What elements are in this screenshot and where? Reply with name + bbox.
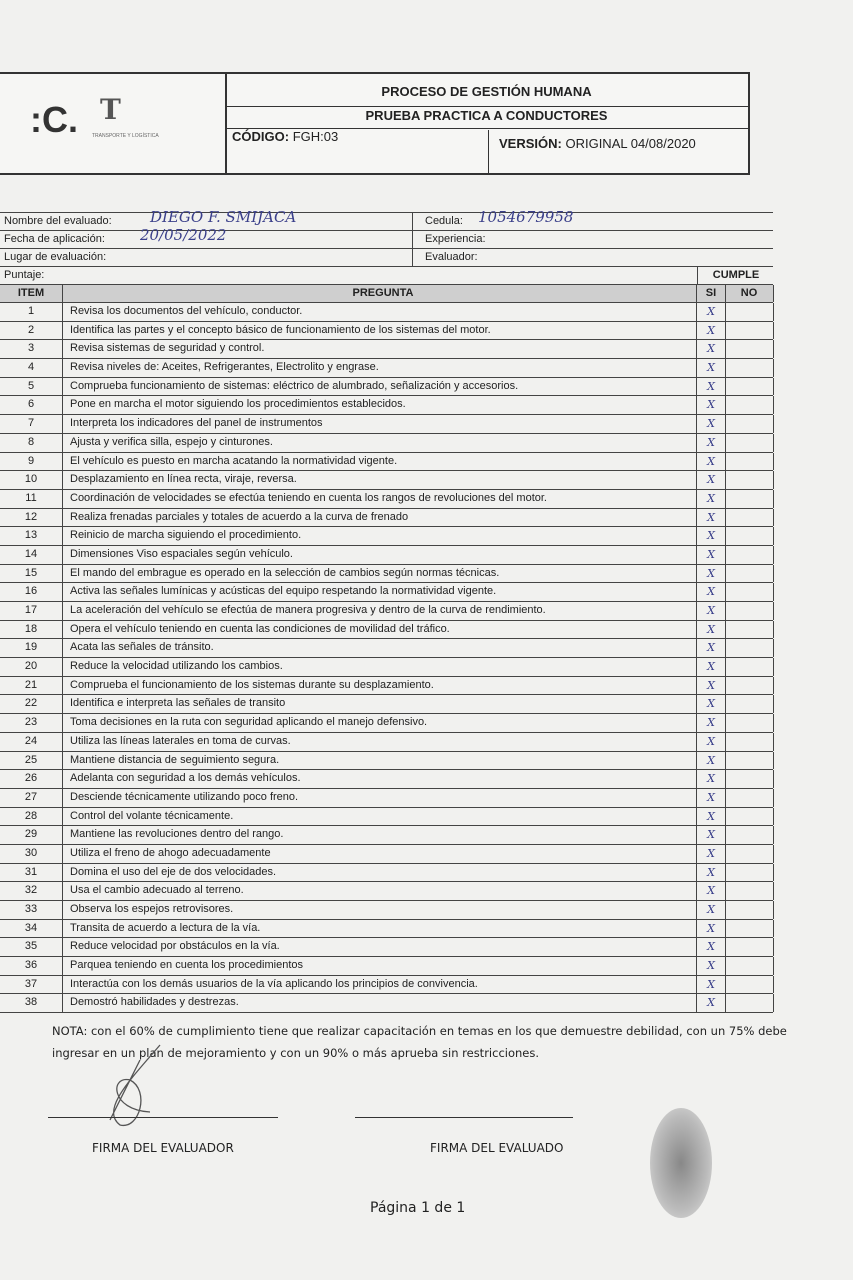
question-text: Mantiene las revoluciones dentro del rango.	[62, 826, 697, 844]
si-mark[interactable]: X	[697, 396, 726, 414]
cedula-label: Cedula:	[412, 213, 463, 230]
table-row	[0, 621, 773, 640]
item-number: 2	[0, 322, 63, 340]
si-mark[interactable]: X	[697, 565, 726, 583]
note-text: NOTA: con el 60% de cumplimiento tiene que realizar capacitación en temas en los que demuestre debilidad, con un 75% debe ingresar en un plan de mejoramiento y con un 90% o más aprueba sin restricciones.	[52, 1024, 787, 1060]
table-row	[0, 583, 773, 602]
no-mark[interactable]	[725, 340, 774, 358]
table-row	[0, 565, 773, 584]
question-text: Opera el vehículo teniendo en cuenta las condiciones de movilidad del tráfico.	[62, 621, 697, 639]
table-row	[0, 920, 773, 939]
no-mark[interactable]	[725, 882, 774, 900]
no-mark[interactable]	[725, 808, 774, 826]
item-number: 7	[0, 415, 63, 433]
document-title: PRUEBA PRACTICA A CONDUCTORES	[225, 108, 748, 129]
no-mark[interactable]	[725, 359, 774, 377]
table-row	[0, 752, 773, 771]
item-number: 38	[0, 994, 63, 1012]
no-mark[interactable]	[725, 714, 774, 732]
question-text: Pone en marcha el motor siguiendo los procedimientos establecidos.	[62, 396, 697, 414]
si-mark[interactable]: X	[697, 583, 726, 601]
si-mark[interactable]: X	[697, 920, 726, 938]
table-row	[0, 677, 773, 696]
table-row	[0, 359, 773, 378]
no-mark[interactable]	[725, 695, 774, 713]
si-mark[interactable]: X	[697, 826, 726, 844]
table-row	[0, 527, 773, 546]
si-mark[interactable]: X	[697, 864, 726, 882]
question-text: El vehículo es puesto en marcha acatando la normatividad vigente.	[62, 453, 697, 471]
item-header: ITEM	[0, 285, 63, 302]
question-text: Dimensiones Viso espaciales según vehículo.	[62, 546, 697, 564]
code-value: FGH:03	[292, 129, 339, 144]
item-number: 27	[0, 789, 63, 807]
item-number: 30	[0, 845, 63, 863]
item-number: 33	[0, 901, 63, 919]
si-mark[interactable]: X	[697, 901, 726, 919]
item-number: 22	[0, 695, 63, 713]
table-row	[0, 434, 773, 453]
item-number: 24	[0, 733, 63, 751]
cumple-header: CUMPLE	[697, 267, 774, 284]
si-mark[interactable]: X	[697, 509, 726, 527]
experience-label: Experiencia:	[412, 231, 486, 248]
table-row	[0, 509, 773, 528]
question-text: Toma decisiones en la ruta con seguridad aplicando el manejo defensivo.	[62, 714, 697, 732]
no-mark[interactable]	[725, 621, 774, 639]
table-row	[0, 826, 773, 845]
question-text: Activa las señales lumínicas y acústicas del equipo respetando la normatividad vigente.	[62, 583, 697, 601]
no-mark[interactable]	[725, 546, 774, 564]
si-mark[interactable]: X	[697, 976, 726, 994]
cedula-field[interactable]: 1054679958	[478, 208, 574, 226]
no-mark[interactable]	[725, 602, 774, 620]
no-mark[interactable]	[725, 471, 774, 489]
question-text: Transita de acuerdo a lectura de la vía.	[62, 920, 697, 938]
no-mark[interactable]	[725, 677, 774, 695]
table-header	[0, 285, 773, 303]
question-text: Coordinación de velocidades se efectúa teniendo en cuenta los rangos de revoluciones del motor.	[62, 490, 697, 508]
si-mark[interactable]: X	[697, 957, 726, 975]
no-mark[interactable]	[725, 938, 774, 956]
item-number: 18	[0, 621, 63, 639]
item-number: 25	[0, 752, 63, 770]
table-row	[0, 938, 773, 957]
question-text: Observa los espejos retrovisores.	[62, 901, 697, 919]
item-number: 31	[0, 864, 63, 882]
company-logo	[0, 74, 227, 173]
evaluee-signature-label: FIRMA DEL EVALUADO	[430, 1141, 564, 1155]
si-mark[interactable]: X	[697, 621, 726, 639]
si-mark[interactable]: X	[697, 303, 726, 321]
fingerprint	[650, 1108, 712, 1218]
no-mark[interactable]	[725, 976, 774, 994]
item-number: 23	[0, 714, 63, 732]
no-header: NO	[725, 285, 774, 302]
table-row	[0, 733, 773, 752]
table-row	[0, 453, 773, 472]
question-text: Realiza frenadas parciales y totales de acuerdo a la curva de frenado	[62, 509, 697, 527]
no-mark[interactable]	[725, 770, 774, 788]
question-text: Desplazamiento en línea recta, viraje, reversa.	[62, 471, 697, 489]
table-row	[0, 714, 773, 733]
item-number: 3	[0, 340, 63, 358]
si-mark[interactable]: X	[697, 882, 726, 900]
question-text: Ajusta y verifica silla, espejo y cinturones.	[62, 434, 697, 452]
item-number: 13	[0, 527, 63, 545]
evaluator-label: Evaluador:	[412, 249, 478, 266]
no-mark[interactable]	[725, 994, 774, 1012]
table-row	[0, 546, 773, 565]
evaluee-signature-line	[355, 1117, 573, 1118]
si-header: SI	[697, 285, 726, 302]
place-label: Lugar de evaluación:	[4, 251, 107, 263]
name-field[interactable]: DIEGO F. SMIJACA	[150, 208, 297, 226]
question-text: Reduce velocidad por obstáculos en la vía.	[62, 938, 697, 956]
no-mark[interactable]	[725, 453, 774, 471]
item-number: 34	[0, 920, 63, 938]
item-number: 37	[0, 976, 63, 994]
table-row	[0, 845, 773, 864]
question-text: Revisa niveles de: Aceites, Refrigerantes, Electrolito y engrase.	[62, 359, 697, 377]
no-mark[interactable]	[725, 789, 774, 807]
no-mark[interactable]	[725, 752, 774, 770]
question-text: Mantiene distancia de seguimiento segura.	[62, 752, 697, 770]
item-number: 6	[0, 396, 63, 414]
question-text: Interpreta los indicadores del panel de instrumentos	[62, 415, 697, 433]
table-row	[0, 490, 773, 509]
version-value: ORIGINAL 04/08/2020	[565, 136, 696, 151]
item-number: 35	[0, 938, 63, 956]
question-text: Desciende técnicamente utilizando poco freno.	[62, 789, 697, 807]
si-mark[interactable]: X	[697, 938, 726, 956]
si-mark[interactable]: X	[697, 359, 726, 377]
si-mark[interactable]: X	[697, 789, 726, 807]
question-text: Reduce la velocidad utilizando los cambios.	[62, 658, 697, 676]
item-number: 10	[0, 471, 63, 489]
question-text: Comprueba el funcionamiento de los sistemas durante su desplazamiento.	[62, 677, 697, 695]
item-number: 28	[0, 808, 63, 826]
question-text: Identifica las partes y el concepto básico de funcionamiento de los sistemas del motor.	[62, 322, 697, 340]
table-row	[0, 415, 773, 434]
item-number: 4	[0, 359, 63, 377]
question-text: Usa el cambio adecuado al terreno.	[62, 882, 697, 900]
item-number: 9	[0, 453, 63, 471]
question-text: Revisa sistemas de seguridad y control.	[62, 340, 697, 358]
name-label: Nombre del evaluado:	[4, 215, 112, 227]
no-mark[interactable]	[725, 322, 774, 340]
table-row	[0, 901, 773, 920]
evaluator-signature-line	[48, 1117, 278, 1118]
question-text: Interactúa con los demás usuarios de la vía aplicando los principios de convivencia.	[62, 976, 697, 994]
si-mark[interactable]: X	[697, 733, 726, 751]
no-mark[interactable]	[725, 845, 774, 863]
item-number: 21	[0, 677, 63, 695]
document-header	[0, 72, 750, 175]
si-mark[interactable]: X	[697, 453, 726, 471]
question-text: Reinicio de marcha siguiendo el procedimiento.	[62, 527, 697, 545]
question-text: Revisa los documentos del vehículo, conductor.	[62, 303, 697, 321]
logo-text: TRANSPORTE Y LOGÍSTICA	[92, 133, 159, 139]
si-mark[interactable]: X	[697, 527, 726, 545]
si-mark[interactable]: X	[697, 434, 726, 452]
question-text: Utiliza el freno de ahogo adecuadamente	[62, 845, 697, 863]
si-mark[interactable]: X	[697, 415, 726, 433]
item-number: 32	[0, 882, 63, 900]
table-row	[0, 340, 773, 359]
no-mark[interactable]	[725, 565, 774, 583]
table-row	[0, 957, 773, 976]
question-text: Adelanta con seguridad a los demás vehículos.	[62, 770, 697, 788]
question-text: Demostró habilidades y destrezas.	[62, 994, 697, 1012]
si-mark[interactable]: X	[697, 994, 726, 1012]
table-row	[0, 864, 773, 883]
no-mark[interactable]	[725, 415, 774, 433]
question-text: La aceleración del vehículo se efectúa de manera progresiva y dentro de la curva de rendimiento.	[62, 602, 697, 620]
table-row	[0, 658, 773, 677]
item-number: 36	[0, 957, 63, 975]
no-mark[interactable]	[725, 490, 774, 508]
question-text: Comprueba funcionamiento de sistemas: eléctrico de alumbrado, señalización y accesorios.	[62, 378, 697, 396]
version-label: VERSIÓN:	[499, 136, 562, 151]
si-mark[interactable]: X	[697, 602, 726, 620]
si-mark[interactable]: X	[697, 808, 726, 826]
si-mark[interactable]: X	[697, 639, 726, 657]
item-number: 16	[0, 583, 63, 601]
si-mark[interactable]: X	[697, 340, 726, 358]
item-number: 19	[0, 639, 63, 657]
no-mark[interactable]	[725, 658, 774, 676]
item-number: 5	[0, 378, 63, 396]
question-text: Acata las señales de tránsito.	[62, 639, 697, 657]
item-number: 15	[0, 565, 63, 583]
table-row	[0, 602, 773, 621]
item-number: 12	[0, 509, 63, 527]
document-version	[488, 130, 748, 173]
question-text: Domina el uso del eje de dos velocidades.	[62, 864, 697, 882]
si-mark[interactable]: X	[697, 471, 726, 489]
table-row	[0, 471, 773, 490]
item-number: 8	[0, 434, 63, 452]
no-mark[interactable]	[725, 396, 774, 414]
item-number: 11	[0, 490, 63, 508]
si-mark[interactable]: X	[697, 752, 726, 770]
item-number: 26	[0, 770, 63, 788]
si-mark[interactable]: X	[697, 770, 726, 788]
no-mark[interactable]	[725, 826, 774, 844]
table-row	[0, 639, 773, 658]
table-row	[0, 808, 773, 827]
evaluation-form	[0, 208, 773, 1013]
question-text: El mando del embrague es operado en la selección de cambios según normas técnicas.	[62, 565, 697, 583]
no-mark[interactable]	[725, 901, 774, 919]
table-row	[0, 882, 773, 901]
si-mark[interactable]: X	[697, 322, 726, 340]
question-text: Parquea teniendo en cuenta los procedimientos	[62, 957, 697, 975]
code-label: CÓDIGO:	[232, 129, 290, 144]
table-row	[0, 770, 773, 789]
no-mark[interactable]	[725, 733, 774, 751]
no-mark[interactable]	[725, 957, 774, 975]
si-mark[interactable]: X	[697, 546, 726, 564]
logo-t-mark: T	[100, 93, 121, 126]
evaluator-signature-label: FIRMA DEL EVALUADOR	[92, 1141, 234, 1155]
si-mark[interactable]: X	[697, 845, 726, 863]
no-mark[interactable]	[725, 434, 774, 452]
si-mark[interactable]: X	[697, 378, 726, 396]
item-number: 14	[0, 546, 63, 564]
no-mark[interactable]	[725, 864, 774, 882]
si-mark[interactable]: X	[697, 714, 726, 732]
table-row	[0, 994, 773, 1013]
no-mark[interactable]	[725, 303, 774, 321]
table-row	[0, 789, 773, 808]
item-number: 17	[0, 602, 63, 620]
page-number: Página 1 de 1	[370, 1200, 466, 1216]
no-mark[interactable]	[725, 509, 774, 527]
date-field[interactable]: 20/05/2022	[140, 226, 227, 244]
question-list	[0, 303, 773, 1013]
question-text: Utiliza las líneas laterales en toma de curvas.	[62, 733, 697, 751]
table-row	[0, 695, 773, 714]
process-title: PROCESO DE GESTIÓN HUMANA	[225, 84, 748, 107]
item-number: 1	[0, 303, 63, 321]
item-number: 20	[0, 658, 63, 676]
question-text: Identifica e interpreta las señales de transito	[62, 695, 697, 713]
date-label: Fecha de aplicación:	[4, 233, 105, 245]
si-mark[interactable]: X	[697, 695, 726, 713]
no-mark[interactable]	[725, 920, 774, 938]
table-row	[0, 378, 773, 397]
si-mark[interactable]: X	[697, 490, 726, 508]
logo-c-mark: :C.	[30, 99, 78, 140]
item-number: 29	[0, 826, 63, 844]
table-row	[0, 322, 773, 341]
question-text: Control del volante técnicamente.	[62, 808, 697, 826]
no-mark[interactable]	[725, 527, 774, 545]
document-code	[232, 129, 338, 144]
no-mark[interactable]	[725, 583, 774, 601]
table-row	[0, 396, 773, 415]
si-mark[interactable]: X	[697, 677, 726, 695]
score-label: Puntaje:	[4, 269, 45, 281]
question-header: PREGUNTA	[62, 285, 697, 302]
no-mark[interactable]	[725, 378, 774, 396]
si-mark[interactable]: X	[697, 658, 726, 676]
no-mark[interactable]	[725, 639, 774, 657]
table-row	[0, 976, 773, 995]
table-row	[0, 303, 773, 322]
